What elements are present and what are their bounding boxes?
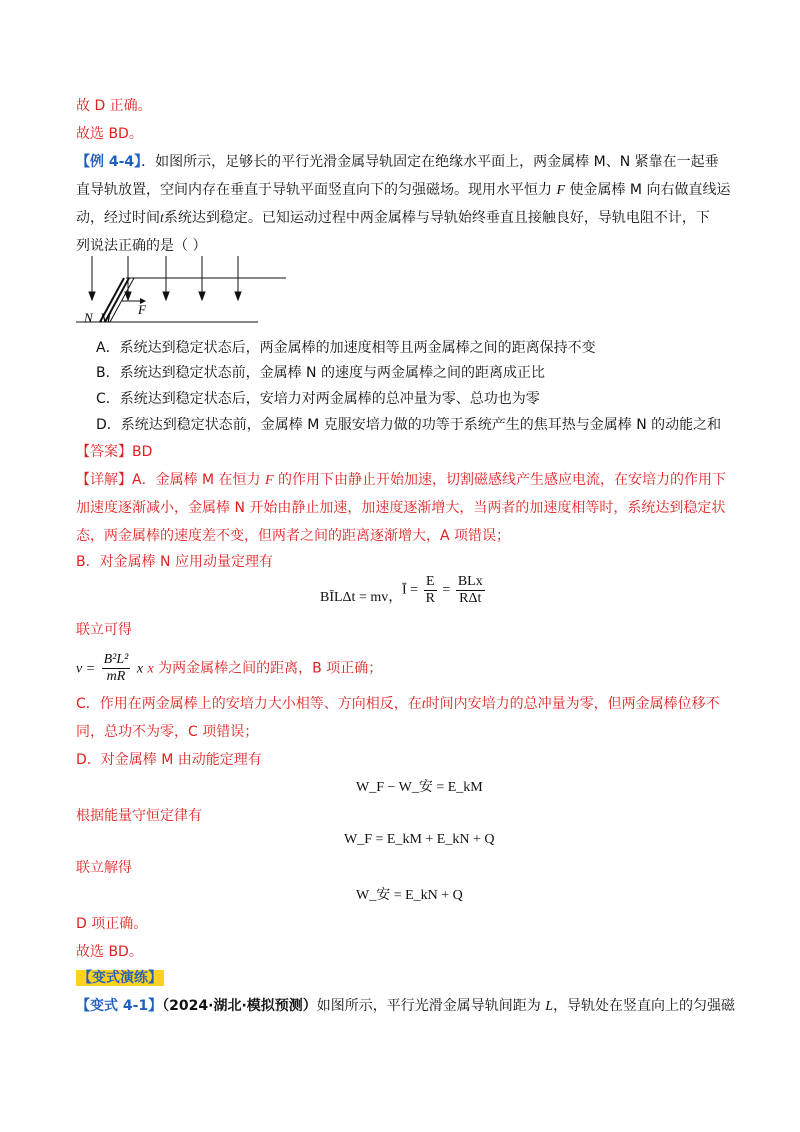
variable-x: x [136, 661, 144, 677]
label-N: N [84, 310, 93, 325]
d-select: 故选 BD。 [76, 944, 143, 960]
detail-c [76, 694, 720, 715]
text: 使金属棒 M 向右做直线运 [569, 182, 731, 198]
text: 为两金属棒之间的距离，B 项正确； [158, 660, 383, 677]
variable-F: F [265, 473, 274, 488]
text: 如图所示，平行光滑金属导轨间距为 [316, 998, 541, 1014]
practice-label: 【变式演练】 [78, 970, 162, 986]
variant-line [76, 996, 735, 1017]
v-lhs: v = [76, 661, 96, 677]
option-b: B．系统达到稳定状态前，金属棒 N 的速度与两金属棒之间的距离成正比 [96, 365, 545, 381]
num: BLx [457, 574, 483, 589]
text: 的作用下由静止开始加速，切割磁感线产生感应电流，在安培力的作用下 [278, 472, 727, 488]
text-line: 故 D 正确。 [76, 98, 152, 114]
variable-F: F [556, 183, 566, 198]
eq1: BĪLΔt = mv [320, 590, 389, 605]
text: ．如图所示，足够长的平行光滑金属导轨固定在绝缘水平面上，两金属棒 M、N 紧靠在一起垂 [141, 154, 719, 170]
fraction [102, 652, 131, 685]
option-a: A．系统达到稳定状态后，两金属棒的加速度相等且两金属棒之间的距离保持不变 [96, 340, 596, 356]
lianjie: 联立解得 [76, 860, 132, 876]
variable-t: t [160, 211, 164, 226]
d-correct: D 项正确。 [76, 916, 148, 932]
fraction [424, 574, 437, 607]
text-line: 故选 BD。 [76, 126, 143, 142]
detail-line: 态，两金属棒的速度差不变，但两者之间的距离逐渐增大，A 项错误； [76, 528, 511, 544]
label-M: M [100, 310, 111, 325]
detail-tag: 【详解】 [76, 472, 132, 488]
example-tag: 【例 4-4】 [76, 154, 142, 170]
practice-heading [76, 968, 164, 988]
text: 直导轨放置，空间内存在垂直于导轨平面竖直向下的匀强磁场。现用水平恒力 [76, 182, 552, 198]
variable-L: L [545, 999, 554, 1014]
separator: ， [388, 590, 403, 605]
answer: 【答案】BD [76, 444, 153, 460]
text: 系统达到稳定。已知运动过程中两金属棒与导轨始终垂直且接触良好，导轨电阻不计，下 [163, 210, 710, 226]
energy-line: 根据能量守恒定律有 [76, 808, 202, 824]
num: E [425, 574, 435, 589]
variable-t: t [421, 697, 426, 712]
text: A．金属棒 M 在恒力 [132, 472, 261, 488]
variable-x: x [147, 661, 154, 677]
text: C．作用在两金属棒上的安培力大小相等、方向相反，在 [76, 696, 422, 712]
den: mR [106, 669, 126, 684]
detail-line: 加速度逐渐减小，金属棒 N 开始由静止加速，加速度逐渐增大，当两者的加速度相等时，系统达到稳定状 [76, 500, 726, 516]
den: RΔt [459, 591, 482, 606]
variant-source: （2024·湖北·模拟预测） [162, 998, 317, 1014]
example-question-line [76, 180, 730, 201]
detail-c: 同，总功不为零，C 项错误； [76, 724, 259, 740]
equation-momentum [320, 586, 402, 606]
example-question-line: 列说法正确的是（ ） [76, 238, 207, 254]
label-F: F [138, 302, 146, 317]
eq2-lhs: Ī = [402, 582, 419, 598]
text: ，导轨处在竖直向上的匀强磁 [553, 998, 736, 1014]
equation-kinetic: W_F − W_安 = E_kM [356, 780, 483, 795]
lianli: 联立可得 [76, 622, 132, 638]
detail-b: B．对金属棒 N 应用动量定理有 [76, 554, 273, 570]
equation-result: W_安 = E_kN + Q [356, 888, 463, 903]
equals: = [442, 582, 451, 598]
equation-energy: W_F = E_kM + E_kN + Q [344, 832, 495, 847]
option-c: C．系统达到稳定状态后，安培力对两金属棒的总冲量为零、总功也为零 [96, 391, 540, 407]
den: R [425, 591, 435, 606]
text: 时间内安培力的总冲量为零，但两金属棒位移不 [425, 696, 720, 712]
fraction [456, 574, 485, 607]
velocity-line [76, 652, 382, 685]
option-d: D．系统达到稳定状态前，金属棒 M 克服安培力做的功等于系统产生的焦耳热与金属棒 N 的动能之和 [96, 417, 722, 433]
rails-diagram [76, 248, 296, 328]
detail-line [76, 470, 726, 491]
text: 动，经过时间 [76, 210, 160, 226]
example-question-line [76, 152, 719, 172]
variant-tag: 【变式 4-1】 [76, 998, 163, 1014]
example-question-line [76, 208, 710, 229]
equation-current [402, 574, 487, 607]
num: B²L² [103, 652, 129, 667]
detail-d: D．对金属棒 M 由动能定理有 [76, 752, 262, 768]
